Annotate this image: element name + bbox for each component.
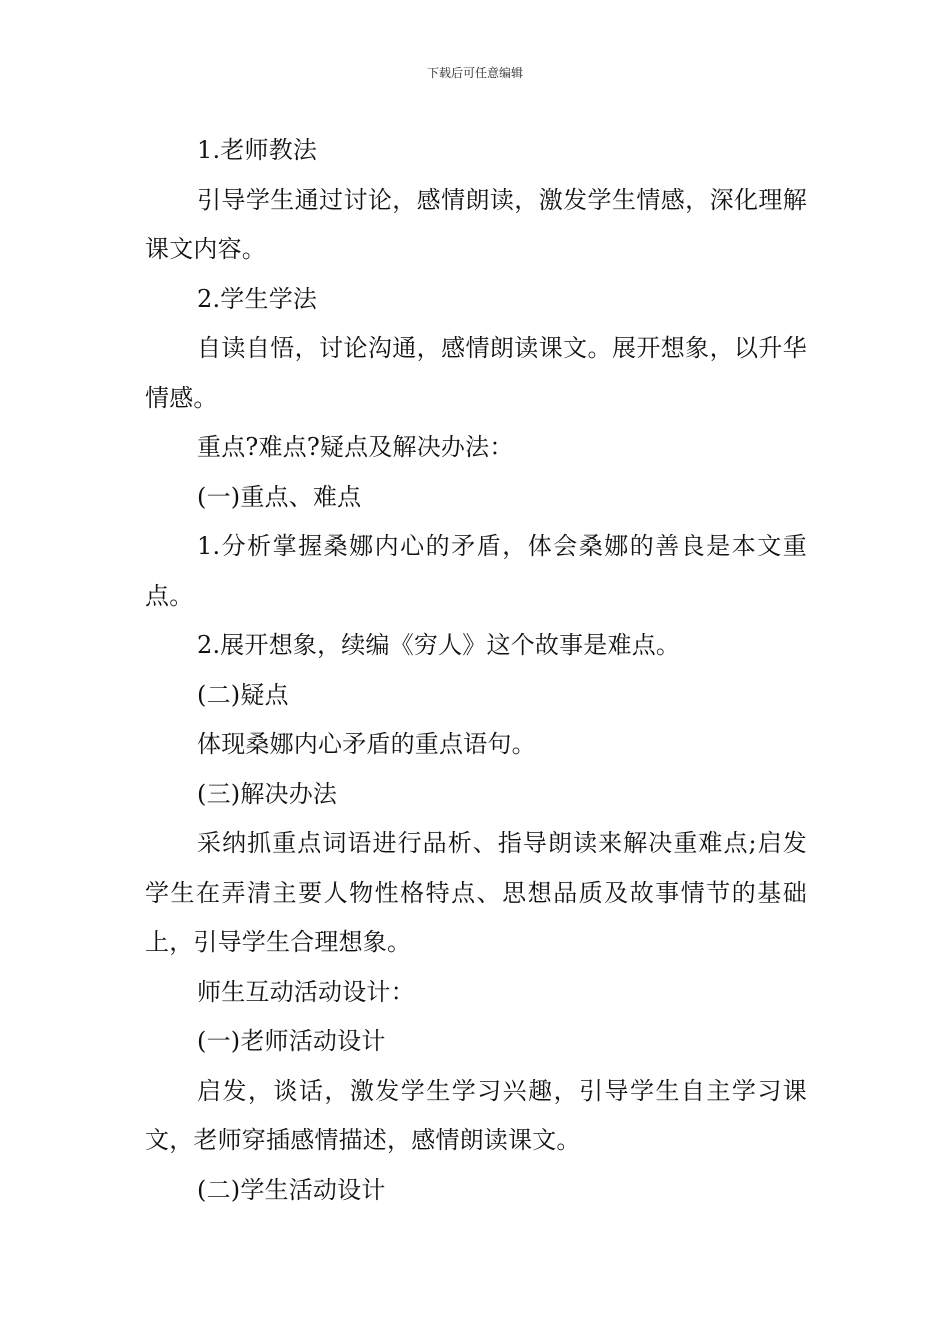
page-header-note: 下载后可任意编辑 [426, 66, 523, 80]
heading-key-points: 重点?难点?疑点及解决办法： [197, 433, 514, 461]
paragraph-focus-point: 1.分析掌握桑娜内心的矛盾，体会桑娜的善良是本文重点。 [145, 532, 807, 610]
subheading-doubt: (二)疑点 [197, 680, 289, 709]
subheading-focus-difficulty: (一)重点、难点 [197, 482, 362, 511]
paragraph-student-method: 自读自悟，讨论沟通，感情朗读课文。展开想象，以升华情感。 [145, 334, 807, 412]
document-body [145, 126, 807, 1215]
paragraph-teacher-activity: 启发，谈话，激发学生学习兴趣，引导学生自主学习课文，老师穿插感情描述，感情朗读课文。 [145, 1076, 807, 1154]
subheading-solution: (三)解决办法 [197, 779, 338, 808]
subheading-student-activity: (二)学生活动设计 [197, 1175, 386, 1204]
heading-interaction-design: 师生互动活动设计： [197, 977, 415, 1006]
heading-student-method: 2.学生学法 [197, 284, 318, 313]
paragraph-solution: 采纳抓重点词语进行品析、指导朗读来解决重难点;启发学生在弄清主要人物性格特点、思想品质及故事情节的基础上，引导学生合理想象。 [145, 829, 807, 956]
heading-teacher-method: 1.老师教法 [197, 136, 318, 164]
paragraph-difficulty-point: 2.展开想象，续编《穷人》这个故事是难点。 [197, 631, 681, 659]
paragraph-doubt: 体现桑娜内心矛盾的重点语句。 [197, 730, 536, 758]
subheading-teacher-activity: (一)老师活动设计 [197, 1027, 386, 1055]
paragraph-teacher-method: 引导学生通过讨论，感情朗读，激发学生情感，深化理解课文内容。 [145, 185, 807, 263]
